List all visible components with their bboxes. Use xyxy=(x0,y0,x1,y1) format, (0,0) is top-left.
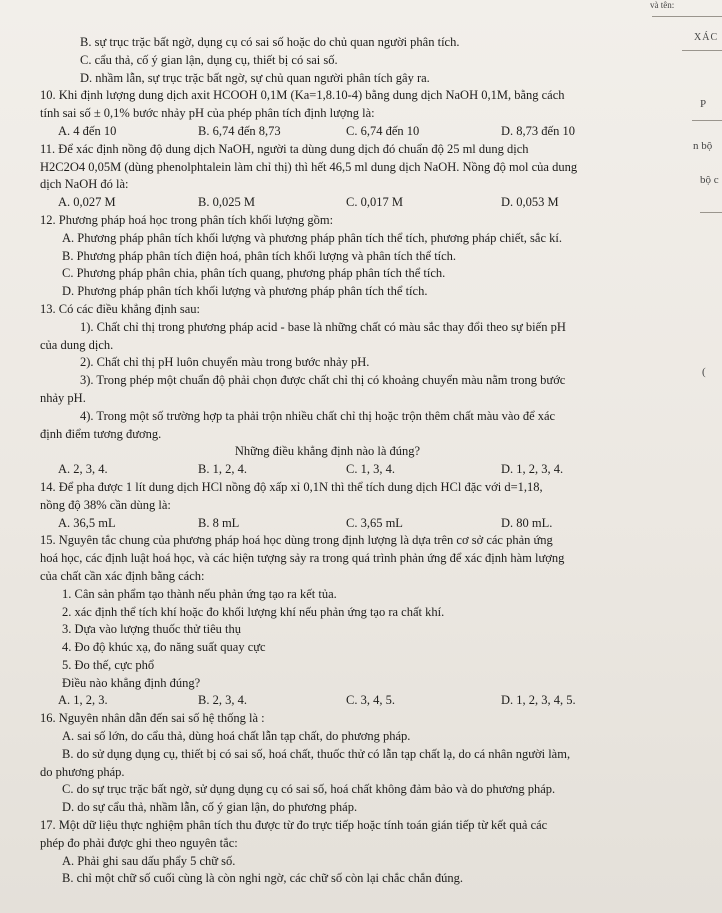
statement-3-cont: nhảy pH. xyxy=(40,390,86,405)
question-11-line3: dịch NaOH đó là: xyxy=(40,177,129,192)
question-10-options xyxy=(40,123,705,141)
margin-note-paren: ( xyxy=(702,366,706,378)
option-a: A. 0,027 M xyxy=(58,195,116,210)
name-underline xyxy=(652,16,722,17)
question-15-ask: Điều nào khẳng định đúng? xyxy=(62,675,201,690)
option-c: C. 3, 4, 5. xyxy=(346,693,395,708)
option-b: B. 2, 3, 4. xyxy=(198,693,247,708)
method-4: 4. Đo độ khúc xạ, đo năng suất quay cực xyxy=(62,640,266,655)
statement-3: 3). Trong phép một chuẩn độ phải chọn được chất chỉ thị có khoảng chuyển màu nằm trong bước xyxy=(80,373,566,388)
option-d: D. 80 mL. xyxy=(501,515,553,530)
question-14-options xyxy=(40,515,705,533)
method-2: 2. xác định thể tích khí hoặc đo khối lượng khí nếu phản ứng tạo ra chất khí. xyxy=(62,604,445,619)
statement-1: 1). Chất chỉ thị trong phương pháp acid - base là những chất có màu sắc thay đổi theo sự biến pH xyxy=(80,319,566,334)
question-15-line3: của chất cần xác định bằng cách: xyxy=(40,568,205,583)
question-10-line1: 10. Khi định lượng dung dịch axit HCOOH 0,1M (Ka=1,8.10-4) bằng dung dịch NaOH 0,1M, bằng cách xyxy=(40,88,565,103)
option-a: A. 2, 3, 4. xyxy=(58,462,108,477)
statement-4-cont: định điểm tương đương. xyxy=(40,426,162,441)
margin-note-n-bo: n bộ xyxy=(693,140,713,152)
question-14-line1: 14. Để pha được 1 lít dung dịch HCl nồng độ xấp xỉ 0,1N thì thể tích dung dịch HCl đặc với d=1,18, xyxy=(40,479,543,494)
question-17-line1: 17. Một dữ liệu thực nghiệm phân tích thu được từ đo trực tiếp hoặc tính toán gián tiếp từ kết quả các xyxy=(40,818,548,833)
option-c: C. 1, 3, 4. xyxy=(346,462,395,477)
question-14-line2: nồng độ 38% cần dùng là: xyxy=(40,497,171,512)
prev-option-d: D. nhầm lẫn, sự trục trặc bất ngờ, sự chủ quan người phân tích gây ra. xyxy=(80,70,430,85)
option-b: B. 0,025 M xyxy=(198,195,255,210)
question-13-ask: Những điều khẳng định nào là đúng? xyxy=(234,444,421,459)
option-c: C. 0,017 M xyxy=(346,195,403,210)
question-15-line1: 15. Nguyên tắc chung của phương pháp hoá học dùng trong định lượng là dựa trên cơ sở các phản ứng xyxy=(40,533,553,548)
prev-option-b: B. sự trục trặc bất ngờ, dụng cụ có sai số hoặc do chủ quan người phân tích. xyxy=(80,35,460,49)
question-16-stem: 16. Nguyên nhân dẫn đến sai số hệ thống là : xyxy=(40,711,265,726)
option-b: B. 1, 2, 4. xyxy=(198,462,247,477)
question-12-option-d: D. Phương pháp phân tích khối lượng và phương pháp phân tích thể tích. xyxy=(62,284,428,299)
question-12-option-b: B. Phương pháp phân tích điện hoá, phân tích khối lượng và phân tích thể tích. xyxy=(62,248,457,263)
option-d: D. 1, 2, 3, 4, 5. xyxy=(501,693,576,708)
question-11-line1: 11. Để xác định nồng độ dung dịch NaOH, người ta dùng dung dịch đó chuẩn độ 25 ml dung dịch xyxy=(40,141,529,156)
question-16-option-a: A. sai số lớn, do cẩu thả, dùng hoá chất lẫn tạp chất, do phương pháp. xyxy=(62,729,411,744)
method-5: 5. Đo thế, cực phổ xyxy=(62,657,155,672)
option-b: B. 6,74 đến 8,73 xyxy=(198,123,281,138)
statement-4: 4). Trong một số trường hợp ta phải trộn nhiều chất chỉ thị hoặc trộn thêm chất màu vào để xác xyxy=(80,408,556,423)
question-16-option-b-cont: do phương pháp. xyxy=(40,764,125,779)
statement-1-cont: của dung dịch. xyxy=(40,337,114,352)
question-17-option-b: B. chỉ một chữ số cuối cùng là còn nghi ngờ, các chữ số còn lại chắc chắn đúng. xyxy=(62,871,463,886)
question-17-line2: phép đo phải được ghi theo nguyên tắc: xyxy=(40,835,238,850)
option-a: A. 36,5 mL xyxy=(58,515,116,530)
question-13-stem: 13. Có các điều khẳng định sau: xyxy=(40,301,201,316)
question-12-stem: 12. Phương pháp hoá học trong phân tích khối lượng gồm: xyxy=(40,212,334,227)
question-11-options xyxy=(40,194,705,212)
option-c: C. 3,65 mL xyxy=(346,515,403,530)
question-10-line2: tính sai số ± 0,1% bước nhảy pH của phép phân tích định lượng là: xyxy=(40,106,375,121)
prev-option-c: C. cẩu thả, cố ý gian lận, dụng cụ, thiết bị có sai số. xyxy=(80,52,338,67)
method-1: 1. Cân sản phẩm tạo thành nếu phản ứng tạo ra kết tủa. xyxy=(62,586,337,601)
margin-note-bo-c: bộ c xyxy=(700,174,719,186)
method-3: 3. Dựa vào lượng thuốc thử tiêu thụ xyxy=(62,622,241,637)
margin-note-name: và tên: xyxy=(650,0,675,10)
question-16-option-b: B. do sử dụng dụng cụ, thiết bị có sai số, hoá chất, thuốc thử có lẫn tạp chất lạ, do cá nhân người làm, xyxy=(62,746,571,761)
margin-note-xac: XÁC xyxy=(694,32,719,43)
question-11-line2: H2C2O4 0,05M (dùng phenolphtalein làm chỉ thị) thì hết 46,5 ml dung dịch NaOH. Nồng độ mol của dung xyxy=(40,159,578,174)
exam-text xyxy=(40,34,705,888)
option-d: D. 8,73 đến 10 xyxy=(501,123,575,138)
option-d: D. 1, 2, 3, 4. xyxy=(501,462,564,477)
margin-note-p: P xyxy=(700,98,707,110)
statement-2: 2). Chất chỉ thị pH luôn chuyển màu trong bước nhảy pH. xyxy=(80,355,370,370)
question-16-option-c: C. do sự trục trặc bất ngờ, sử dụng dụng cụ có sai số, hoá chất không đảm bảo và do phương pháp. xyxy=(62,782,556,797)
question-13-options xyxy=(40,461,705,479)
option-a: A. 1, 2, 3. xyxy=(58,693,108,708)
question-17-option-a: A. Phải ghi sau dấu phẩy 5 chữ số. xyxy=(62,853,236,868)
question-16-option-d: D. do sự cẩu thả, nhầm lẫn, cố ý gian lận, do phương pháp. xyxy=(62,800,358,815)
option-b: B. 8 mL xyxy=(198,515,240,530)
question-12-option-c: C. Phương pháp phân chia, phân tích quang, phương pháp phân tích thể tích. xyxy=(62,266,446,281)
option-a: A. 4 đến 10 xyxy=(58,123,117,138)
question-15-line2: hoá học, các định luật hoá học, và các hiện tượng sảy ra trong quá trình phản ứng để xác định hàm lượng xyxy=(40,551,565,566)
option-c: C. 6,74 đến 10 xyxy=(346,123,420,138)
option-d: D. 0,053 M xyxy=(501,195,559,210)
question-15-options xyxy=(40,692,705,710)
question-12-option-a: A. Phương pháp phân tích khối lượng và phương pháp phân tích thể tích, phương pháp chiết, sắc kí. xyxy=(62,230,562,245)
